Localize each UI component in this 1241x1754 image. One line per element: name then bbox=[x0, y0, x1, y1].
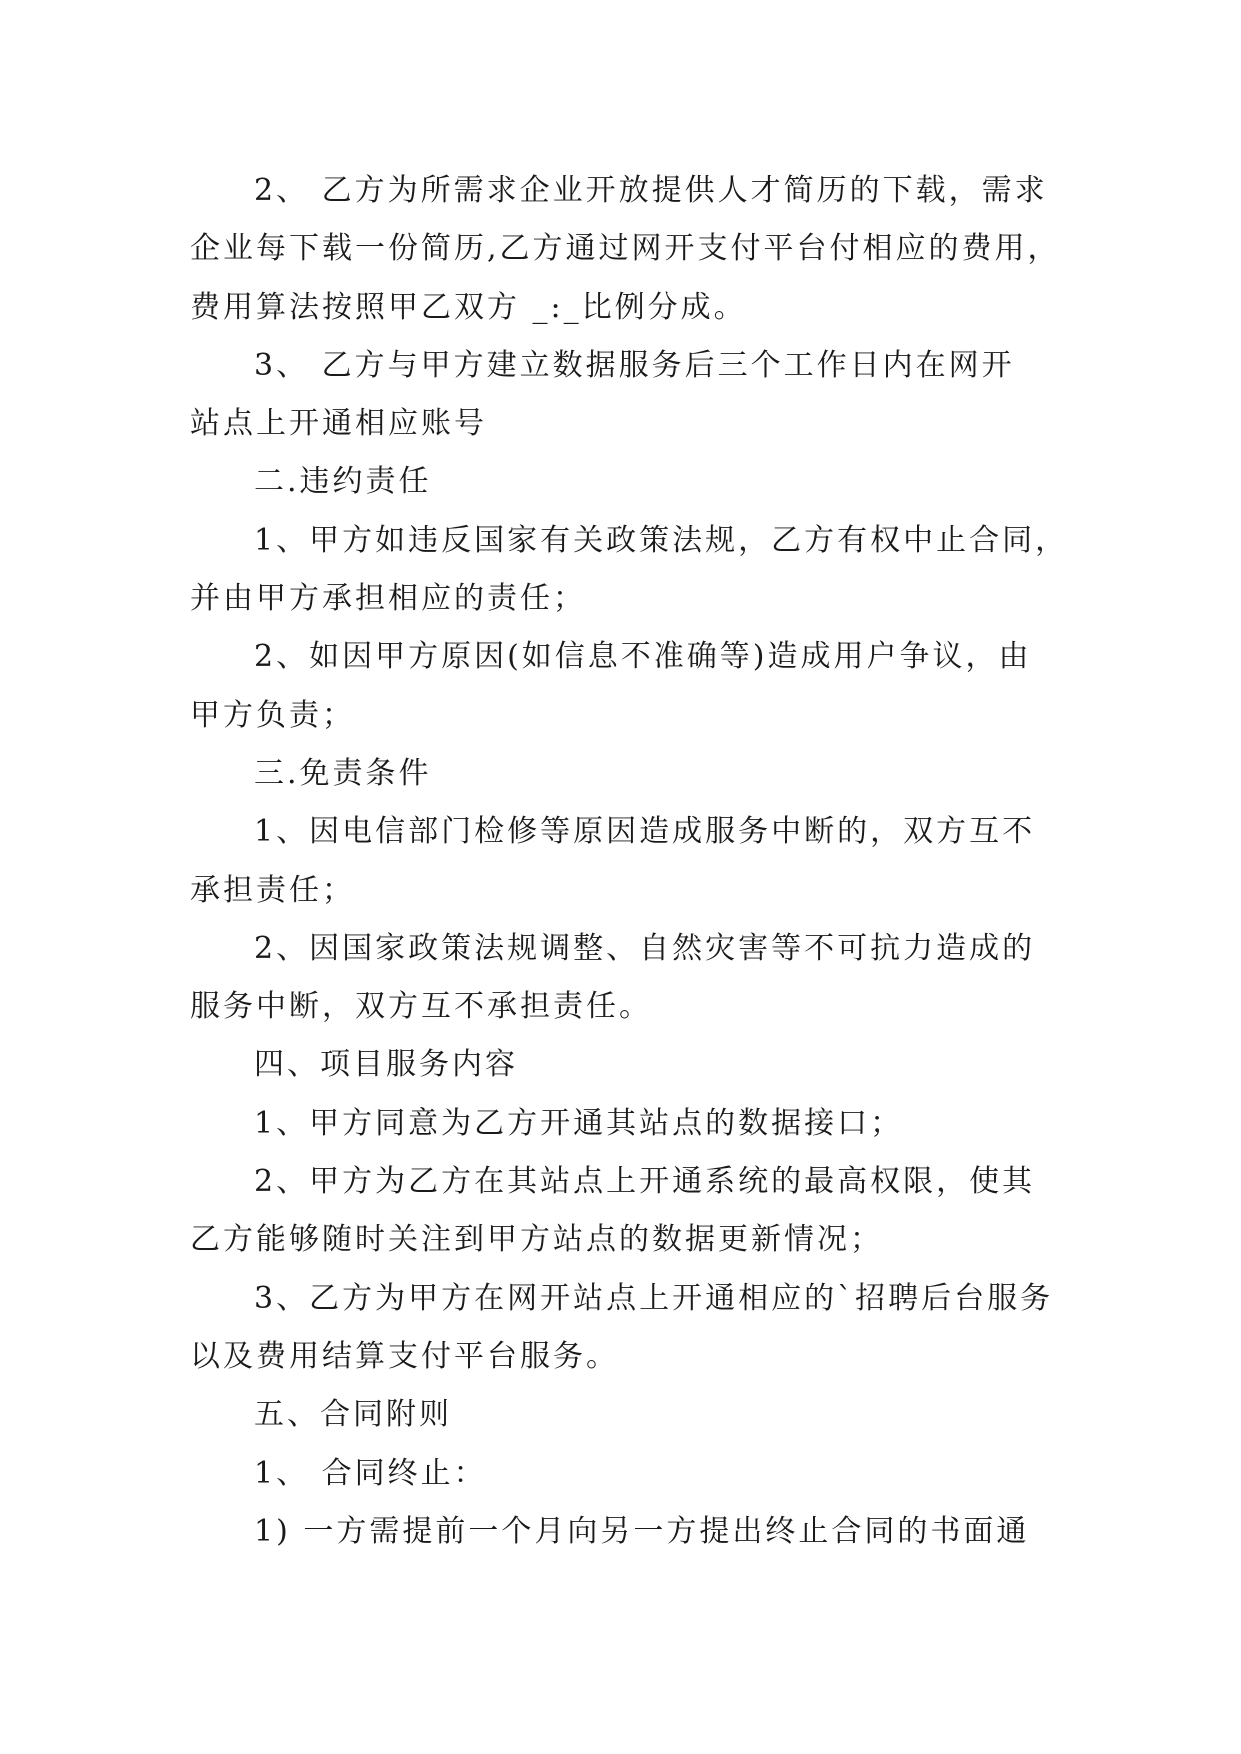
document-line: 甲方负责； bbox=[190, 697, 355, 733]
document-line: 并由甲方承担相应的责任； bbox=[190, 581, 586, 617]
document-line: 乙方能够随时关注到甲方站点的数据更新情况； bbox=[190, 1222, 883, 1258]
document-line: 2、甲方为乙方在其站点上开通系统的最高权限，使其 bbox=[254, 1164, 1036, 1200]
document-body bbox=[190, 162, 1069, 1561]
document-line: 费用算法按照甲乙双方 _:_比例分成。 bbox=[190, 289, 747, 325]
document-line: 2、如因甲方原因(如信息不准确等)造成用户争议，由 bbox=[254, 639, 1032, 675]
document-line: 1、甲方同意为乙方开通其站点的数据接口； bbox=[254, 1105, 904, 1141]
document-line: 四、项目服务内容 bbox=[254, 1047, 518, 1083]
document-line: 企业每下载一份简历,乙方通过网开支付平台付相应的费用， bbox=[190, 231, 1061, 267]
document-line: 三.免责条件 bbox=[254, 755, 432, 791]
document-line: 1、因电信部门检修等原因造成服务中断的，双方互不 bbox=[254, 814, 1036, 850]
document-line: 1) 一方需提前一个月向另一方提出终止合同的书面通 bbox=[254, 1513, 1030, 1549]
document-line: 2、 乙方为所需求企业开放提供人才简历的下载，需求 bbox=[254, 173, 1048, 208]
document-line: 1、 合同终止： bbox=[254, 1455, 487, 1491]
document-line: 3、乙方为甲方在网开站点上开通相应的`招聘后台服务 bbox=[254, 1280, 1054, 1316]
document-line: 3、 乙方与甲方建立数据服务后三个工作日内在网开 bbox=[254, 347, 1015, 383]
document-line: 五、合同附则 bbox=[254, 1397, 452, 1433]
document-line: 服务中断，双方互不承担责任。 bbox=[190, 989, 652, 1025]
document-line: 以及费用结算支付平台服务。 bbox=[190, 1338, 619, 1374]
document-line: 承担责任； bbox=[190, 872, 355, 908]
document-line: 2、因国家政策法规调整、自然灾害等不可抗力造成的 bbox=[254, 930, 1036, 966]
document-line: 站点上开通相应账号 bbox=[190, 406, 487, 442]
document-line: 1、甲方如违反国家有关政策法规，乙方有权中止合同， bbox=[254, 522, 1069, 558]
document-line: 二.违约责任 bbox=[254, 464, 432, 500]
